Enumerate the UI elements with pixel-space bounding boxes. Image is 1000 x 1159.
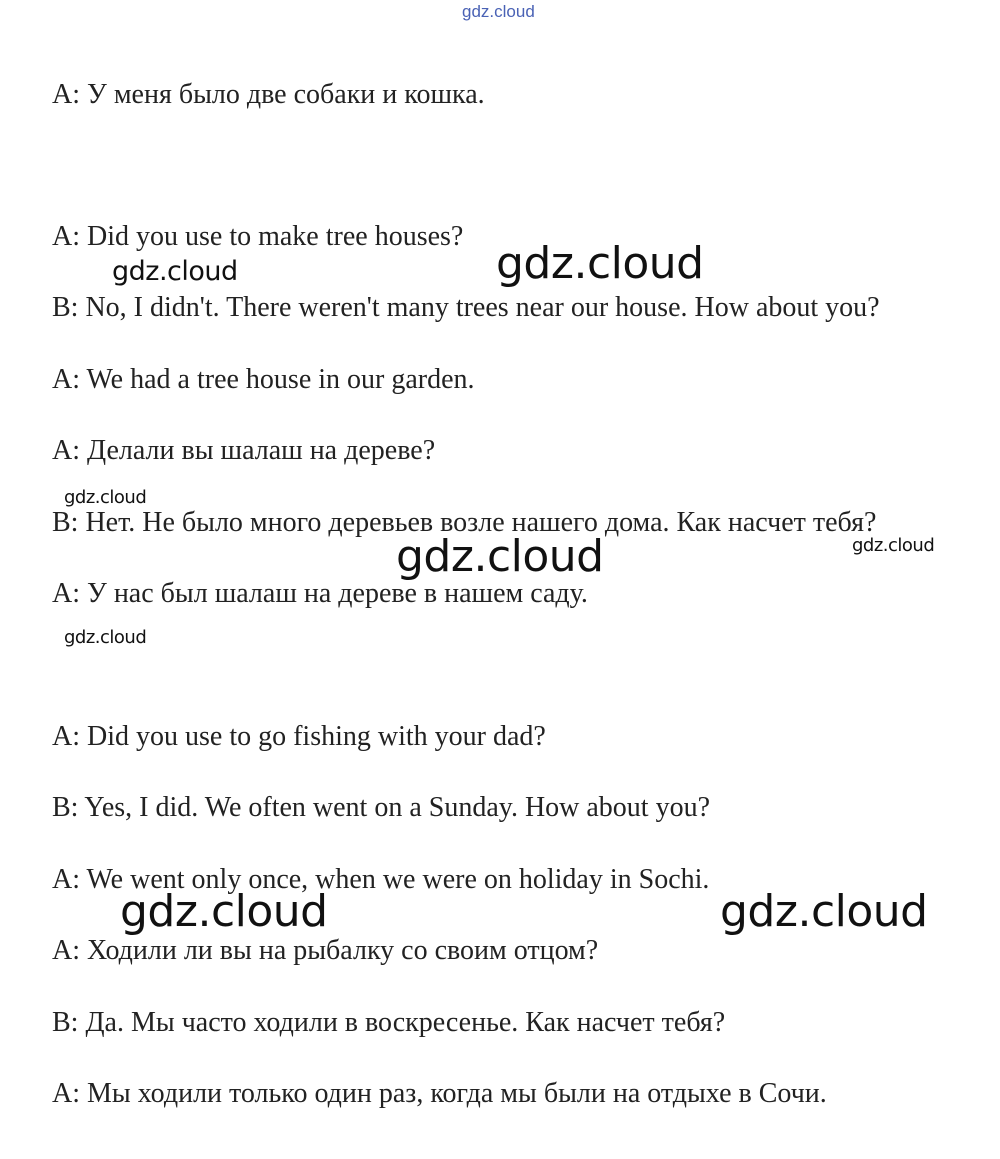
watermark: gdz.cloud	[852, 535, 935, 556]
dialogue-line: A: We went only once, when we were on holiday in Sochi.	[52, 864, 710, 895]
watermark: gdz.cloud	[396, 531, 604, 582]
dialogue-line: А: Делали вы шалаш на дереве?	[52, 435, 436, 466]
dialogue-line: A: We had a tree house in our garden.	[52, 364, 475, 395]
dialogue-line: В: Нет. Не было много деревьев возле нашего дома. Как насчет тебя?	[52, 507, 877, 538]
dialogue-line: B: Yes, I did. We often went on a Sunday. How about you?	[52, 792, 711, 823]
dialogue-line: A: Did you use to make tree houses?	[52, 221, 464, 252]
dialogue-line: А: У меня было две собаки и кошка.	[52, 79, 485, 110]
watermark: gdz.cloud	[64, 487, 147, 508]
dialogue-line: А: Ходили ли вы на рыбалку со своим отцом?	[52, 935, 599, 966]
dialogue-line: А: У нас был шалаш на дереве в нашем саду.	[52, 578, 588, 609]
dialogue-line: A: Did you use to go fishing with your dad?	[52, 721, 546, 752]
watermark: gdz.cloud	[120, 886, 328, 937]
watermark: gdz.cloud	[64, 627, 147, 648]
watermark: gdz.cloud	[720, 886, 928, 937]
dialogue-line: В: Да. Мы часто ходили в воскресенье. Как насчет тебя?	[52, 1007, 726, 1038]
watermark: gdz.cloud	[496, 238, 704, 289]
dialogue-line: А: Мы ходили только один раз, когда мы были на отдыхе в Сочи.	[52, 1078, 827, 1109]
dialogue-line: B: No, I didn't. There weren't many trees near our house. How about you?	[52, 292, 880, 323]
watermark-top: gdz.cloud	[462, 2, 535, 21]
watermark: gdz.cloud	[112, 256, 238, 287]
